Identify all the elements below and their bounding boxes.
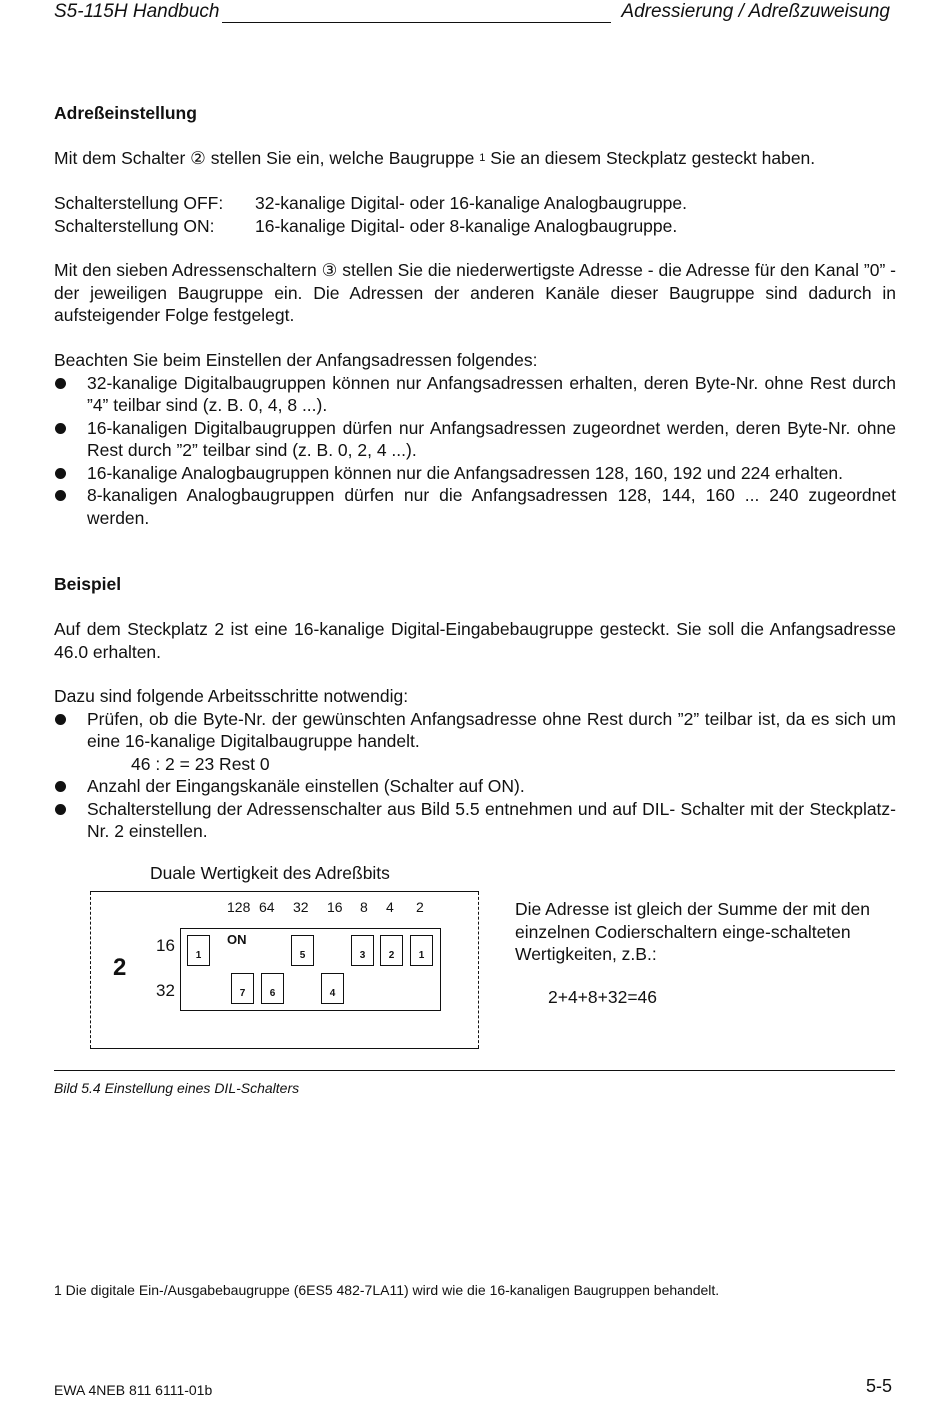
figure-equation: 2+4+8+32=46 bbox=[548, 987, 658, 1007]
bit-weight: 64 bbox=[259, 899, 275, 915]
paragraph-schalter-text-a: Mit dem Schalter ② stellen Sie ein, welche Baugruppe bbox=[54, 148, 475, 168]
dil-switch-lever: 2 bbox=[380, 935, 403, 966]
dil-switch-lever: 1 bbox=[187, 935, 210, 966]
anfangsadressen-block bbox=[54, 349, 896, 529]
step-calculation: 46 : 2 = 23 Rest 0 bbox=[131, 753, 270, 774]
paragraph-adressenschalter: Mit den sieben Adressenschaltern ③ stellen Sie die niederwertigste Adresse - die Adresse für den Kanal ”0” - der jeweiligen Baugruppe ein. Die Adressen der anderen Kanäle dieser Baugruppe sind dadurch in aufsteigender Folge festgelegt. bbox=[54, 260, 896, 325]
bit-weight: 16 bbox=[327, 899, 343, 915]
switch-setting-off bbox=[54, 192, 896, 215]
figure-explanation: Die Adresse ist gleich der Summe der mit den einzelnen Codierschaltern einge-schalteten Wertigkeiten, z.B.: bbox=[515, 899, 871, 964]
steps-list bbox=[54, 708, 896, 843]
figure-rule bbox=[54, 1070, 895, 1071]
footnote-ref: 1 bbox=[479, 152, 486, 164]
list-item: Schalterstellung der Adressenschalter aus Bild 5.5 entnehmen und auf DIL- Schalter mit der Steckplatz-Nr. 2 einstellen. bbox=[54, 798, 896, 843]
rules-list bbox=[54, 372, 896, 530]
list-item: 16-kanaligen Digitalbaugruppen dürfen nur Anfangsadressen zugeordnet werden, deren Byte-Nr. ohne Rest durch ”2” teilbar sind (z. B. 0, 2, 4 ...). bbox=[54, 417, 896, 462]
bit-weight: 32 bbox=[293, 899, 309, 915]
on-label: ON bbox=[227, 932, 247, 947]
bit-weight: 2 bbox=[416, 899, 424, 915]
header-title: S5-115H Handbuch bbox=[54, 1, 220, 22]
dil-switch-lever: 6 bbox=[261, 973, 284, 1004]
paragraph-schalter bbox=[54, 147, 896, 170]
figure-caption: Bild 5.4 Einstellung eines DIL-Schalters bbox=[54, 1080, 300, 1096]
switch-setting-on-key: Schalterstellung ON: bbox=[54, 215, 215, 236]
paragraph-arbeitsschritte: Dazu sind folgende Arbeitsschritte notwendig: bbox=[54, 686, 409, 706]
page-number: 5-5 bbox=[865, 1376, 892, 1396]
list-item: 32-kanalige Digitalbaugruppen können nur Anfangsadressen erhalten, deren Byte-Nr. ohne Rest durch ”4” teilbar sind (z. B. 0, 4, 8 ...). bbox=[54, 372, 896, 417]
dil-switch-lever: 7 bbox=[231, 973, 254, 1004]
header-section: Adressierung / Adreßzuweisung bbox=[621, 1, 890, 22]
dil-switch-lever: 3 bbox=[351, 935, 374, 966]
row-label-16: 16 bbox=[156, 936, 175, 955]
list-item: 8-kanaligen Analogbaugruppen dürfen nur die Anfangsadressen 128, 144, 160 ... 240 zugeordnet werden. bbox=[54, 484, 896, 529]
bit-weight: 8 bbox=[360, 899, 368, 915]
switch-setting-off-value: 32-kanalige Digital- oder 16-kanalige Analogbaugruppe. bbox=[255, 193, 687, 213]
dil-switch-lever: 5 bbox=[291, 935, 314, 966]
steps-block bbox=[54, 685, 896, 843]
list-item: Anzahl der Eingangskanäle einstellen (Schalter auf ON). bbox=[54, 775, 896, 798]
switch-setting-off-key: Schalterstellung OFF: bbox=[54, 193, 224, 213]
header-rule bbox=[222, 22, 611, 23]
list-item: 16-kanalige Analogbaugruppen können nur die Anfangsadressen 128, 160, 192 und 224 erhalten. bbox=[54, 462, 896, 485]
bit-weight: 4 bbox=[386, 899, 394, 915]
section-heading-beispiel: Beispiel bbox=[54, 574, 122, 594]
section-heading-adresseinstellung: Adreßeinstellung bbox=[54, 103, 197, 123]
footnote: 1 Die digitale Ein-/Ausgabebaugruppe (6ES5 482-7LA11) wird wie die 16-kanaligen Baugruppen behandelt. bbox=[54, 1282, 720, 1298]
figure-title: Duale Wertigkeit des Adreßbits bbox=[150, 863, 390, 883]
paragraph-beispiel: Auf dem Steckplatz 2 ist eine 16-kanalige Digital-Eingabebaugruppe gesteckt. Sie soll die Anfangsadresse 46.0 erhalten. bbox=[54, 619, 896, 662]
dil-switch-lever: 4 bbox=[321, 973, 344, 1004]
paragraph-beachten: Beachten Sie beim Einstellen der Anfangsadressen folgendes: bbox=[54, 350, 538, 370]
step-text: Prüfen, ob die Byte-Nr. der gewünschten Anfangsadresse ohne Rest durch ”2” teilbar ist, da es sich um eine 16-kanalige Digitalbaugruppe handelt. bbox=[87, 708, 896, 751]
paragraph-schalter-text-b: Sie an diesem Steckplatz gesteckt haben. bbox=[490, 148, 816, 168]
switch-setting-on bbox=[54, 215, 896, 238]
slot-number: 2 bbox=[113, 954, 127, 981]
list-item bbox=[54, 708, 896, 776]
dil-switch-lever: 1 bbox=[410, 935, 433, 966]
switch-setting-on-value: 16-kanalige Digital- oder 8-kanalige Analogbaugruppe. bbox=[255, 215, 678, 236]
bit-weight: 128 bbox=[227, 899, 251, 915]
switch-settings bbox=[54, 192, 896, 237]
document-number: EWA 4NEB 811 6111-01b bbox=[54, 1382, 213, 1398]
row-label-32: 32 bbox=[156, 981, 175, 1000]
